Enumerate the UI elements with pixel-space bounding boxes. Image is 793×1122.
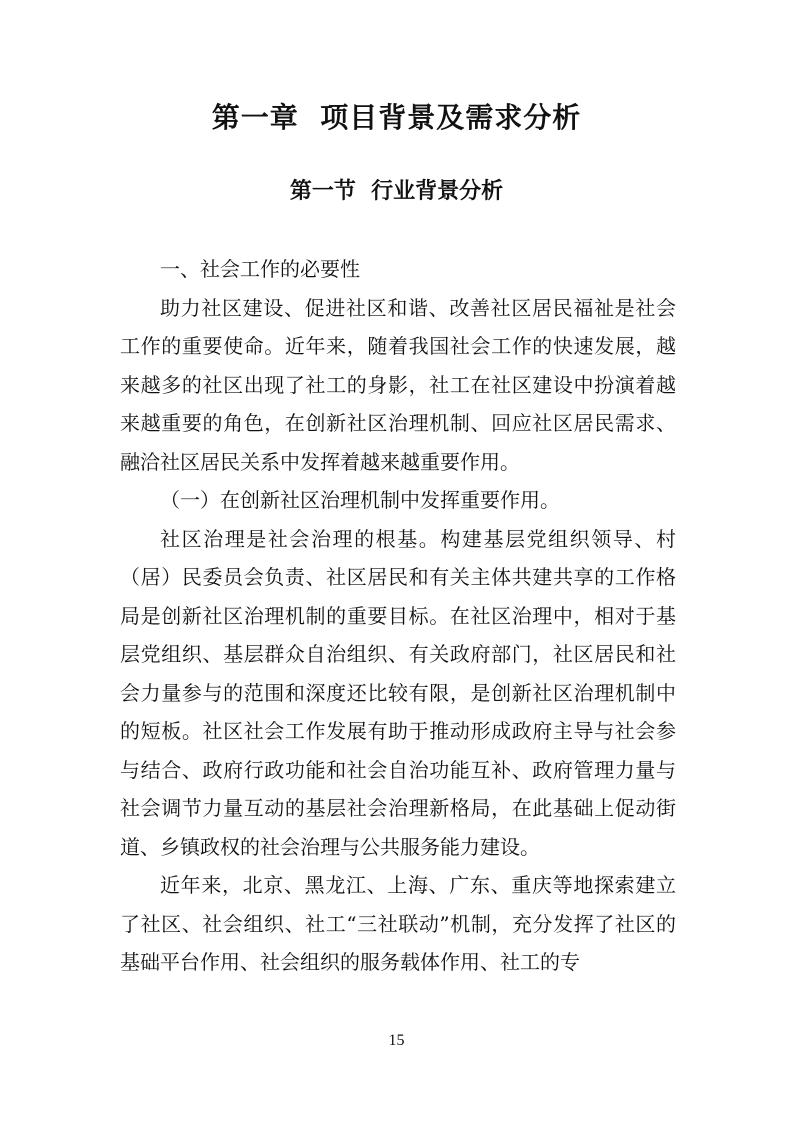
- paragraph: 助力社区建设、促进社区和谐、改善社区居民福祉是社会工作的重要使命。近年来，随着我国社会工作的快速发展，越来越多的社区出现了社工的身影，社工在社区建设中扮演着越来越重要的角色，在创新社区治理机制、回应社区居民需求、融洽社区居民关系中发挥着越来越重要作用。: [120, 295, 676, 474]
- body-text: [120, 250, 676, 982]
- paragraph: 社区治理是社会治理的根基。构建基层党组织领导、村（居）民委员会负责、社区居民和有关主体共建共享的工作格局是创新社区治理机制的重要目标。在社区治理中，相对于基层党组织、基层群众自治组织、有关政府部门，社区居民和社会力量参与的范围和深度还比较有限，是创新社区治理机制中的短板。社区社会工作发展有助于推动形成政府主导与社会参与结合、政府行政功能和社会自治功能互补、政府管理力量与社会调节力量互动的基层社会治理新格局，在此基础上促动街道、乡镇政权的社会治理与公共服务能力建设。: [120, 526, 676, 859]
- page-number: 15: [388, 1032, 405, 1049]
- chapter-title: 第一章 项目背景及需求分析: [211, 101, 582, 134]
- section-title: 第一节 行业背景分析: [289, 179, 504, 204]
- subheading-paragraph: （一）在创新社区治理机制中发挥重要作用。: [160, 488, 560, 512]
- paragraph: 近年来，北京、黑龙江、上海、广东、重庆等地探索建立了社区、社会组织、社工“三社联动”机制，充分发挥了社区的基础平台作用、社会组织的服务载体作用、社工的专: [120, 873, 676, 974]
- subheading-paragraph: 一、社会工作的必要性: [160, 257, 360, 281]
